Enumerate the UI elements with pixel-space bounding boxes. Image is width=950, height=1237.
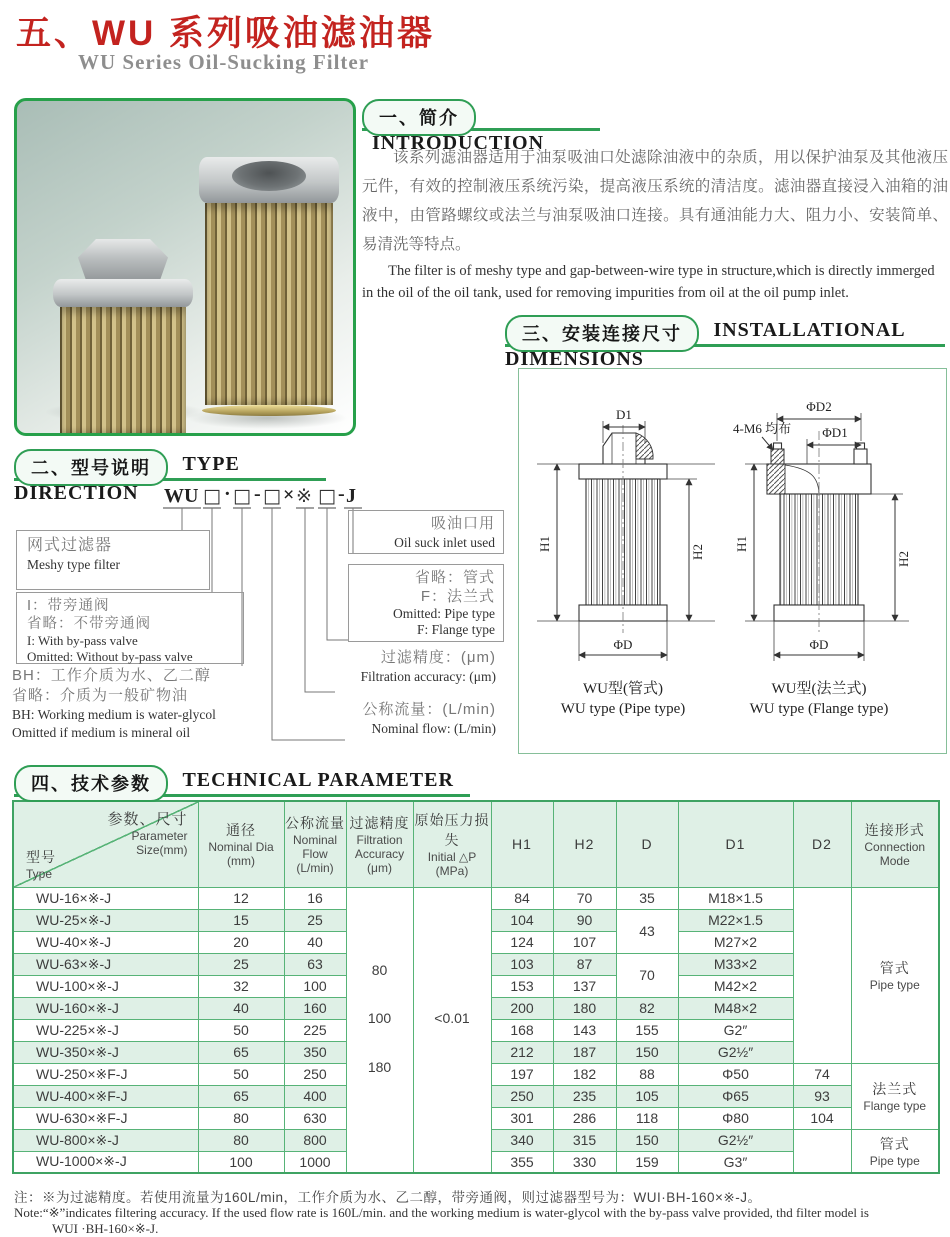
filter-rim-large: [202, 405, 336, 416]
label-conn-cn1: 省略：管式: [414, 569, 495, 586]
filter-hex-nut: [78, 239, 168, 283]
filter-cap-hole: [232, 161, 306, 191]
label-medium-cn2: 省略：介质为一般矿物油: [12, 687, 189, 704]
header-dia-en: Nominal Dia: [208, 840, 274, 855]
cell-d1: Φ80: [678, 1107, 793, 1129]
label-meshy-filter: [16, 530, 210, 590]
cell-dia: 25: [198, 953, 284, 975]
cell-type: WU-225×※-J: [13, 1019, 198, 1041]
pipe-type-drawing: [537, 407, 715, 717]
cell-d1: M33×2: [678, 953, 793, 975]
cell-h2: 182: [553, 1063, 616, 1085]
intro-paragraph-en: The filter is of meshy type and gap-between-wire type in structure,which is directly immerged in the oil of the oil tank, used for removing impurities from oil at the oil pump inlet.: [362, 263, 935, 301]
cell-d1: M27×2: [678, 931, 793, 953]
cell-dia: 20: [198, 931, 284, 953]
cell-flow: 160: [284, 997, 346, 1019]
cell-flow: 100: [284, 975, 346, 997]
conn-pipe-en: Pipe type: [869, 978, 920, 992]
header-conn-en2: Mode: [879, 854, 910, 869]
label-filtration-accuracy: [290, 648, 496, 686]
section-tech-pill: [14, 765, 168, 802]
cell-d: 150: [616, 1041, 678, 1063]
label-medium-en1: BH: Working medium is water-glycol: [12, 707, 216, 722]
header-d-label: D: [641, 836, 653, 853]
cell-flow: 250: [284, 1063, 346, 1085]
label-acc-cn: 过滤精度：(μm): [380, 649, 496, 666]
filter-cap-large: [199, 157, 339, 203]
cell-d1: Φ65: [678, 1085, 793, 1107]
cell-type: WU-630×※F-J: [13, 1107, 198, 1129]
flange-bolt-left-cap: [774, 443, 782, 449]
cell-h1: 340: [491, 1129, 553, 1151]
header-corner-en1: Parameter: [131, 829, 188, 843]
technical-parameter-table: [12, 800, 940, 1174]
header-d: [616, 801, 678, 887]
cell-h2: 180: [553, 997, 616, 1019]
cell-h1: 84: [491, 887, 553, 909]
code-box-1: □: [203, 485, 221, 507]
cell-h2: 90: [553, 909, 616, 931]
header-dia-cn: 通径: [226, 822, 256, 839]
cell-flow: 40: [284, 931, 346, 953]
conn-pipe-cn: 管式: [879, 1135, 910, 1152]
code-star: ※: [296, 485, 312, 507]
label-flow-en: Nominal flow: (L/min): [371, 721, 496, 736]
label-conn-cn2: F：法兰式: [420, 588, 495, 605]
accuracy-value: 180: [367, 1058, 392, 1075]
label-working-medium: [12, 666, 262, 742]
accuracy-value: 80: [371, 962, 388, 978]
label-conn-en1: Omitted: Pipe type: [393, 606, 495, 621]
header-flow-unit: (L/min): [296, 861, 334, 876]
cell-dia: 80: [198, 1129, 284, 1151]
cell-flow: 630: [284, 1107, 346, 1129]
cell-h1: 124: [491, 931, 553, 953]
flange-plate-section: [767, 464, 785, 494]
label-bypass-en2: Omitted: Without by-pass valve: [27, 649, 193, 664]
cell-connection-pipe: [851, 887, 939, 1063]
header-acc-en2: Accuracy: [354, 847, 405, 862]
note-en-line2: WUI ·BH-160×※-J.: [52, 1221, 159, 1236]
cell-h2: 235: [553, 1085, 616, 1107]
dim-d1-flange-label: ΦD1: [822, 425, 848, 440]
cell-dia: 15: [198, 909, 284, 931]
dim-h1-label: H1: [537, 536, 552, 552]
section-intro-header: [362, 99, 598, 154]
accuracy-value: 100: [367, 1010, 392, 1027]
cell-h2: 143: [553, 1019, 616, 1041]
conn-flange-cn: 法兰式: [872, 1081, 918, 1097]
header-h2: [553, 801, 616, 887]
header-type-cn: 型号: [26, 848, 56, 865]
page-title: 五、WU 系列吸油滤油器: [16, 14, 436, 53]
label-inlet-en: Oil suck inlet used: [394, 535, 495, 550]
filter-body-large: [205, 203, 333, 405]
header-corner-en2: Size(mm): [136, 843, 188, 857]
table-header-row: [13, 801, 939, 887]
cell-dia: 65: [198, 1041, 284, 1063]
cell-h2: 286: [553, 1107, 616, 1129]
cell-flow: 63: [284, 953, 346, 975]
conn-pipe-en: Pipe type: [869, 1153, 920, 1168]
filter-body-small: [60, 307, 186, 435]
header-dp-cn: 原始压力损失: [414, 812, 490, 849]
cell-d: 88: [616, 1063, 678, 1085]
section-install-header: [505, 315, 945, 370]
cell-h1: 153: [491, 975, 553, 997]
flange-bolt-right-cap: [857, 443, 865, 449]
cell-d1: G2½″: [678, 1041, 793, 1063]
cell-d1: G2½″: [678, 1129, 793, 1151]
cell-dia: 80: [198, 1107, 284, 1129]
cell-type: WU-100×※-J: [13, 975, 198, 997]
header-corner: [13, 801, 198, 887]
cell-h2: 330: [553, 1151, 616, 1173]
pipe-caption-cn: WU型(管式): [583, 681, 663, 697]
label-meshy-en: Meshy type filter: [27, 557, 120, 572]
dp-value: <0.01: [434, 1010, 470, 1027]
cell-d1: M42×2: [678, 975, 793, 997]
dim-h2-label: H2: [690, 544, 705, 560]
cell-dia: 12: [198, 887, 284, 909]
cell-type: WU-350×※-J: [13, 1041, 198, 1063]
code-times: ×: [283, 484, 295, 506]
section-intro-pill: [362, 99, 476, 136]
label-bypass-valve: [16, 592, 244, 664]
product-photo: [14, 98, 356, 436]
flange-bolt-right: [854, 449, 867, 464]
cell-h1: 200: [491, 997, 553, 1019]
filter-element-large: [199, 157, 339, 416]
flange-bolt-left: [771, 449, 784, 464]
cell-accuracy-merged: [346, 887, 413, 1173]
cell-flow: 1000: [284, 1151, 346, 1173]
cell-type: WU-63×※-J: [13, 953, 198, 975]
cell-d-merged: 70: [616, 953, 678, 997]
section-intro-title-en: INTRODUCTION: [372, 132, 545, 154]
header-d1: [678, 801, 793, 887]
section-intro-num: 一、简介: [379, 108, 459, 128]
installation-drawing: [519, 369, 946, 753]
cell-type: WU-250×※F-J: [13, 1063, 198, 1085]
cell-h1: 197: [491, 1063, 553, 1085]
cell-d: 155: [616, 1019, 678, 1041]
header-d1-label: D1: [725, 836, 746, 853]
conn-flange-en: Flange type: [863, 1099, 927, 1113]
header-acc-en1: Filtration: [356, 833, 403, 848]
header-conn-cn: 连接形式: [864, 822, 925, 839]
conn-pipe-cn: 管式: [879, 960, 910, 976]
cell-dp-merged: [413, 887, 491, 1173]
type-direction-diagram: [0, 482, 505, 752]
flange-caption-en: WU type (Flange type): [749, 701, 889, 717]
cell-flow: 16: [284, 887, 346, 909]
dim-h2-flange-label: H2: [896, 551, 911, 567]
intro-paragraph-cn: 该系列滤油器适用于油泵吸油口处滤除油液中的杂质，用以保护油泵及其他液压元件，有效的控制液压系统污染，提高液压系统的清洁度。滤油器直接浸入油箱的油液中，由管路螺纹或法兰与油泵吸油口连接。具有通油能力大、阻力小、安装简单、易清洗等特点。: [362, 149, 948, 253]
cell-d: 118: [616, 1107, 678, 1129]
cell-type: WU-800×※-J: [13, 1129, 198, 1151]
note-cn: 注：※为过滤精度。若使用流量为160L/min，工作介质为水、乙二醇，带旁通阀，则过滤器型号为：WUI·BH-160×※-J。: [14, 1190, 762, 1205]
cell-type: WU-25×※-J: [13, 909, 198, 931]
cell-h2: 107: [553, 931, 616, 953]
label-medium-cn1: BH：工作介质为水、乙二醇: [12, 667, 211, 684]
cell-d: 159: [616, 1151, 678, 1173]
cell-dia: 65: [198, 1085, 284, 1107]
cell-flow: 25: [284, 909, 346, 931]
section-tech-header: [14, 765, 470, 799]
section-type-title-en: TYPE DIRECTION: [14, 453, 240, 504]
cell-d2-empty: [793, 887, 851, 1063]
code-box-2: □: [233, 485, 251, 507]
cell-h1: 355: [491, 1151, 553, 1173]
header-flow-en1: Nominal: [292, 833, 337, 848]
cell-h1: 168: [491, 1019, 553, 1041]
header-acc-unit: (μm): [367, 861, 392, 876]
label-nominal-flow: [290, 700, 496, 738]
cell-h2: 315: [553, 1129, 616, 1151]
cell-d: 82: [616, 997, 678, 1019]
cell-h2: 87: [553, 953, 616, 975]
cell-d: 105: [616, 1085, 678, 1107]
label-connection-type: [348, 564, 504, 642]
code-j: J: [346, 485, 356, 507]
header-dp-en: Initial △P: [427, 850, 477, 865]
cell-h1: 301: [491, 1107, 553, 1129]
cell-d: 35: [616, 887, 678, 909]
flange-caption-cn: WU型(法兰式): [771, 681, 867, 697]
code-box-4: □: [318, 485, 336, 507]
cell-d: 150: [616, 1129, 678, 1151]
header-dia: [198, 801, 284, 887]
header-d2: [793, 801, 851, 887]
cell-flow: 225: [284, 1019, 346, 1041]
cell-d2: 104: [793, 1107, 851, 1129]
cell-d1: G3″: [678, 1151, 793, 1173]
note-en-line1: Note:“※”indicates filtering accuracy. If the used flow rate is 160L/min. and the working medium is water-glycol with the by-pass valve provided, thd filter model is: [14, 1205, 869, 1220]
dim-d-flange-label: ΦD: [809, 637, 829, 652]
dim-d1-label: D1: [616, 407, 632, 422]
cell-dia: 50: [198, 1019, 284, 1041]
header-acc-cn: 过滤精度: [349, 815, 410, 832]
cell-d2: 74: [793, 1063, 851, 1085]
cell-h1: 103: [491, 953, 553, 975]
section-type-pill: [14, 449, 168, 486]
cell-d1: Φ50: [678, 1063, 793, 1085]
header-dia-unit: (mm): [227, 854, 255, 869]
section-install-pill: [505, 315, 699, 352]
section-install-title-en: INSTALLATIONAL DIMENSIONS: [505, 319, 905, 370]
header-accuracy: [346, 801, 413, 887]
code-dash-2: -: [338, 483, 345, 505]
cell-dia: 32: [198, 975, 284, 997]
label-inlet-cn: 吸油口用: [430, 515, 495, 532]
code-wu: WU: [164, 485, 199, 507]
label-oil-inlet: [348, 510, 504, 554]
cell-type: WU-40×※-J: [13, 931, 198, 953]
code-box-3: □: [263, 485, 281, 507]
code-dash-1: -: [254, 483, 261, 505]
section-install-num: 三、安装连接尺寸: [522, 324, 682, 344]
label-medium-en2: Omitted if medium is mineral oil: [12, 725, 191, 740]
flange-type-drawing: [733, 399, 911, 717]
header-type-en: Type: [26, 866, 53, 881]
filter-cap-small: [53, 279, 193, 307]
cell-dia: 50: [198, 1063, 284, 1085]
dim-d2-label: ΦD2: [806, 399, 832, 414]
installation-drawing-panel: [518, 368, 947, 754]
cell-connection-pipe-2: [851, 1129, 939, 1173]
section-tech-title-en: TECHNICAL PARAMETER: [182, 769, 454, 791]
pipe-nut-section: [636, 433, 653, 459]
header-conn-en1: Connection: [864, 840, 926, 855]
label-meshy-cn: 网式过滤器: [27, 537, 113, 554]
cell-dia: 100: [198, 1151, 284, 1173]
cell-type: WU-16×※-J: [13, 887, 198, 909]
cell-h2: 70: [553, 887, 616, 909]
bolt-note-label: 4-M6 均布: [733, 421, 792, 436]
label-conn-en2: F: Flange type: [417, 622, 495, 637]
cell-flow: 800: [284, 1129, 346, 1151]
label-bypass-en1: I: With by-pass valve: [27, 633, 138, 648]
header-h1: [491, 801, 553, 887]
cell-d1: M18×1.5: [678, 887, 793, 909]
header-corner-cn: 参数、尺寸: [107, 811, 188, 828]
section-type-num: 二、型号说明: [31, 458, 151, 478]
header-flow-cn: 公称流量: [285, 815, 345, 832]
page-subtitle: WU Series Oil-Sucking Filter: [78, 50, 370, 74]
cell-flow: 400: [284, 1085, 346, 1107]
cell-d1: G2″: [678, 1019, 793, 1041]
cell-d1: M48×2: [678, 997, 793, 1019]
cell-d2-empty: [793, 1129, 851, 1173]
cell-connection-flange: [851, 1063, 939, 1129]
filter-element-small: [53, 239, 193, 436]
header-connection: [851, 801, 939, 887]
header-dp-unit: (MPa): [435, 864, 469, 879]
dim-h1-flange-label: H1: [734, 536, 749, 552]
cell-flow: 350: [284, 1041, 346, 1063]
table-row: [13, 887, 939, 909]
cell-type: WU-160×※-J: [13, 997, 198, 1019]
cell-type: WU-1000×※-J: [13, 1151, 198, 1173]
header-h2-label: H2: [574, 836, 595, 853]
section-tech-num: 四、技术参数: [31, 774, 151, 794]
header-h1-label: H1: [512, 836, 532, 853]
label-flow-cn: 公称流量：(L/min): [362, 701, 496, 718]
header-flow-en2: Flow: [302, 847, 328, 862]
label-bypass-cn2: 省略：不带旁通阀: [27, 616, 151, 632]
header-dp: [413, 801, 491, 887]
cell-d2: 93: [793, 1085, 851, 1107]
cell-h1: 250: [491, 1085, 553, 1107]
cell-type: WU-400×※F-J: [13, 1085, 198, 1107]
header-d2-label: D2: [812, 836, 832, 853]
label-acc-en: Filtration accuracy: (μm): [360, 669, 496, 684]
cell-h1: 212: [491, 1041, 553, 1063]
pipe-caption-en: WU type (Pipe type): [560, 701, 686, 717]
cell-d-merged: 43: [616, 909, 678, 953]
dim-d-label: ΦD: [613, 637, 633, 652]
label-bypass-cn1: I：带旁通阀: [27, 598, 110, 614]
cell-dia: 40: [198, 997, 284, 1019]
cell-h2: 137: [553, 975, 616, 997]
header-flow: [284, 801, 346, 887]
cell-h2: 187: [553, 1041, 616, 1063]
cell-h1: 104: [491, 909, 553, 931]
code-dot: ·: [224, 483, 231, 505]
filter-rim-small: [57, 435, 189, 436]
cell-d1: M22×1.5: [678, 909, 793, 931]
